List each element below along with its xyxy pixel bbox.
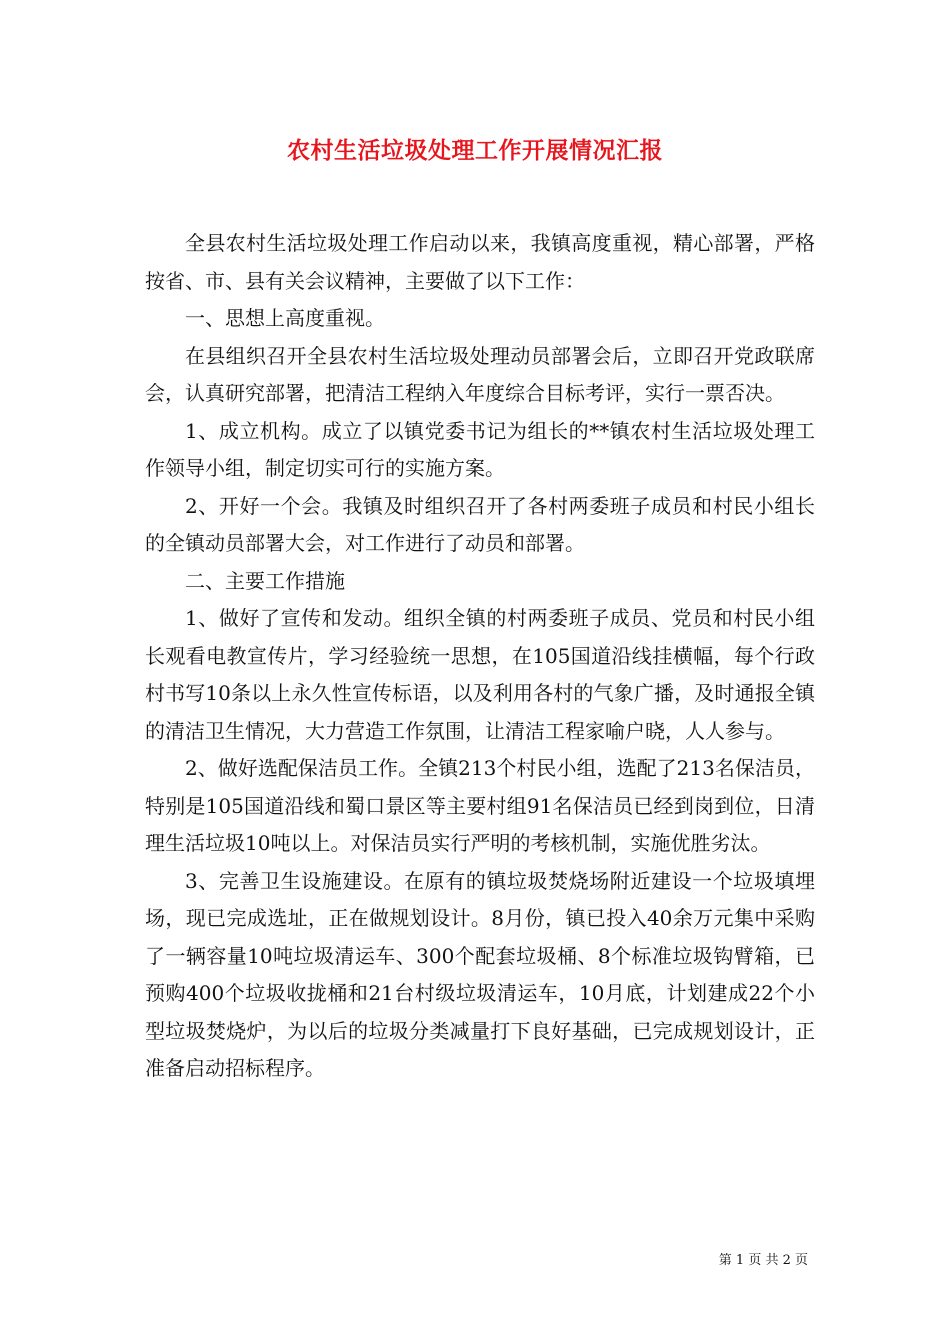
paragraph-intro: 全县农村生活垃圾处理工作启动以来，我镇高度重视，精心部署，严格按省、市、县有关会议精神，主要做了以下工作： (145, 231, 815, 293)
heading-section-2: 二、主要工作措施 (185, 568, 345, 593)
paragraph-item-1: 1、成立机构。成立了以镇党委书记为组长的**镇农村生活垃圾处理工作领导小组，制定切实可行的实施方案。 (145, 418, 815, 480)
paragraph-measure-3: 3、完善卫生设施建设。在原有的镇垃圾焚烧场附近建设一个垃圾填埋场，现已完成选址，正在做规划设计。8月份，镇已投入40余万元集中采购了一辆容量10吨垃圾清运车、300个配套垃圾桶、8个标准垃圾钩臂箱，已预购400个垃圾收拢桶和21台村级垃圾清运车，10月底，计划建成22个小型垃圾焚烧炉，为以后的垃圾分类减量打下良好基础，已完成规划设计，正准备启动招标程序。 (145, 868, 815, 1080)
heading-section-1: 一、思想上高度重视。 (185, 306, 385, 330)
paragraph-item-2: 2、开好一个会。我镇及时组织召开了各村两委班子成员和村民小组长的全镇动员部署大会，对工作进行了动员和部署。 (145, 493, 815, 555)
paragraph-measure-1: 1、做好了宣传和发动。组织全镇的村两委班子成员、党员和村民小组长观看电教宣传片，学习经验统一思想，在105国道沿线挂横幅，每个行政村书写10条以上永久性宣传标语，以及利用各村的气象广播，及时通报全镇的清洁卫生情况，大力营造工作氛围，让清洁工程家喻户晓，人人参与。 (145, 606, 815, 743)
page-number: 第 1 页 共 2 页 (718, 1253, 808, 1268)
document-body (145, 225, 815, 1088)
paragraph-measure-2: 2、做好选配保洁员工作。全镇213个村民小组，选配了213名保洁员，特别是105国道沿线和蜀口景区等主要村组91名保洁员已经到岗到位，日清理生活垃圾10吨以上。对保洁员实行严明的考核机制，实施优胜劣汰。 (145, 756, 815, 855)
document-title: 农村生活垃圾处理工作开展情况汇报 (287, 137, 663, 164)
paragraph-section-1: 在县组织召开全县农村生活垃圾处理动员部署会后，立即召开党政联席会，认真研究部署，把清洁工程纳入年度综合目标考评，实行一票否决。 (145, 343, 815, 405)
